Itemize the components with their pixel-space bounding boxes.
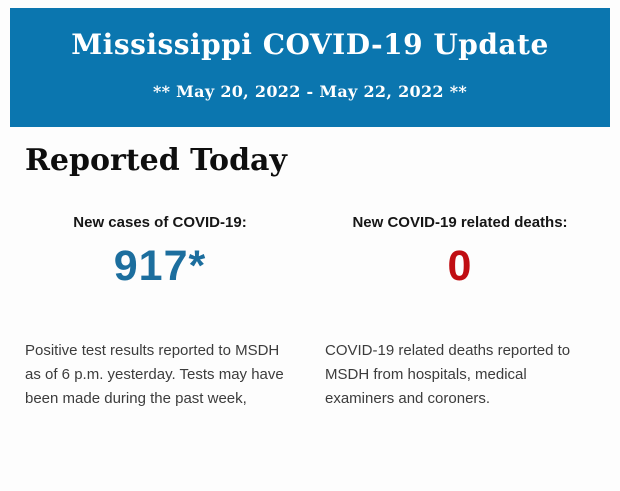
stat-label-new-deaths: New COVID-19 related deaths:	[352, 214, 568, 231]
stat-value-new-deaths: 0	[447, 242, 473, 290]
section-heading-reported-today: Reported Today	[25, 143, 287, 178]
header-banner	[10, 8, 610, 127]
stat-card-new-cases	[25, 178, 295, 411]
date-range: ** May 20, 2022 - May 22, 2022 **	[152, 82, 468, 101]
stat-label-new-cases: New cases of COVID-19:	[73, 214, 247, 231]
stat-value-new-cases: 917*	[113, 242, 207, 290]
stat-card-new-deaths	[325, 178, 595, 411]
stats-grid	[25, 178, 595, 411]
stat-description-new-cases: Positive test results reported to MSDH as of 6 p.m. yesterday. Tests may have been made during the past week,	[25, 342, 284, 407]
stat-description-new-deaths: COVID-19 related deaths reported to MSDH from hospitals, medical examiners and coroners.	[325, 342, 571, 407]
page-title: Mississippi COVID-19 Update	[71, 28, 549, 61]
